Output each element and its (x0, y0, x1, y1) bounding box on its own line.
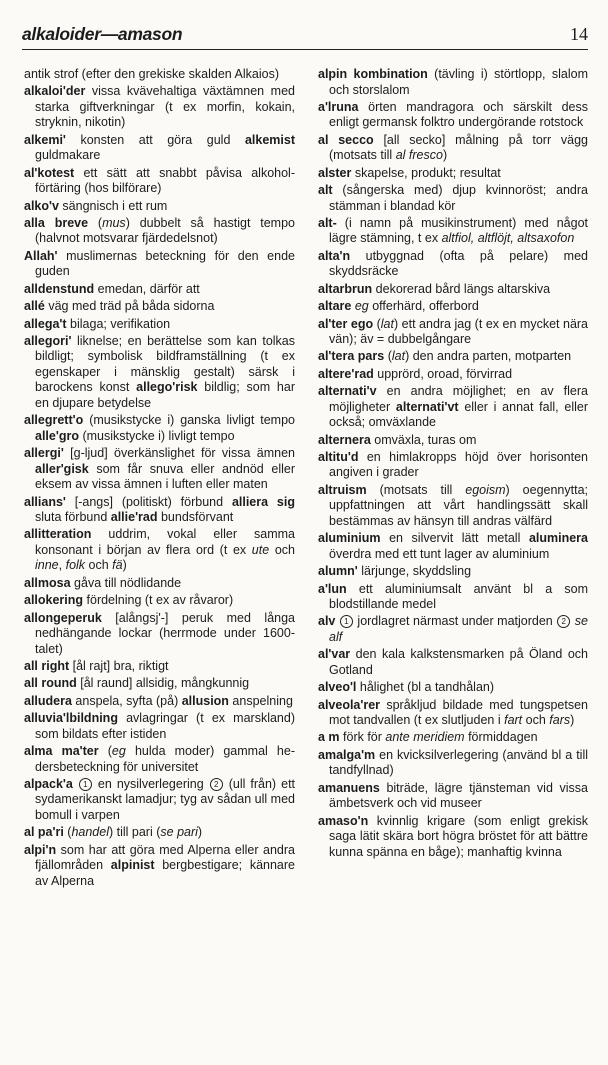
dictionary-entry (24, 446, 295, 493)
headword: alle'gro (35, 428, 79, 443)
left-column (24, 67, 295, 891)
definition-text: hulda moder) gammal hedersbeteckning för universitet (35, 744, 296, 774)
headword: alkaloi'der (24, 84, 86, 99)
definition-text: ( (98, 744, 112, 759)
definition-text: ) dubbelt så hastigt tempo (halvnot motsvarar fjärdedelsnot) (35, 215, 295, 246)
definition-text: ( (88, 215, 103, 230)
headword: all right (24, 659, 70, 674)
definition-text: en nysilverlegering (92, 776, 209, 791)
definition-text: som har att göra med Alperna eller andra fjällområden (35, 842, 295, 873)
dictionary-entry (318, 133, 588, 164)
italic-text: fä (112, 558, 123, 573)
definition-text: förk för (339, 730, 386, 745)
headword: alla breve (24, 215, 89, 230)
definition-text: antik strof (efter den grekiske skalden Alkaios) (24, 67, 279, 81)
headword: all round (24, 676, 77, 691)
definition-text: en kvicksilverlegering (använd bl a till tandfyllnad) (329, 747, 588, 778)
italic-text: al fresco (395, 148, 443, 163)
sense-number-badge: 1 (340, 615, 353, 628)
definition-text: eller i annat fall, eller också; omväxlande (329, 399, 588, 430)
dictionary-entry (318, 282, 588, 298)
definition-text: och (85, 558, 113, 573)
headword: al'ter ego (318, 316, 374, 331)
definition-text: anspela, syfta (på) (71, 693, 182, 708)
definition-text: ) ett andra jag (t ex en mycket nära vän); äv = dubbelgångare (329, 316, 589, 347)
definition-text: , (58, 558, 66, 573)
headword: allergi' (24, 446, 64, 461)
definition-text: offerhärd, offerbord (368, 299, 479, 314)
definition-text: (i namn på musikinstrument) med något lägre stämning, t ex (329, 215, 588, 246)
definition-text (335, 614, 339, 628)
definition-text: guldmakare (35, 148, 101, 163)
dictionary-entry (318, 730, 588, 746)
definition-text: utbyggnad (ofta på pelare) med skyddsräcke (329, 248, 588, 279)
definition-text: förmiddagen (464, 730, 538, 745)
right-column (318, 67, 588, 862)
definition-text: [ål raund] allsidig, mångkunnig (76, 676, 250, 691)
headword: allé (24, 299, 45, 314)
headword: allians' (24, 494, 66, 509)
headword: alumn' (318, 564, 358, 579)
italic-text: ute (251, 542, 270, 557)
headword: alpinist (110, 858, 155, 873)
page-number: 14 (570, 24, 588, 44)
dictionary-entry (318, 384, 588, 431)
headword: alkemist (244, 132, 295, 147)
definition-text: upprörd, oroad, förvirrad (373, 366, 513, 381)
headword: allega't (24, 316, 67, 331)
headword: allongeperuk (24, 610, 102, 625)
definition-text: [g-ljud] överkänslighet för vissa ämnen (63, 446, 295, 461)
definition-text: väg med träd på båda sidorna (44, 299, 215, 314)
headword: alliera sig (231, 494, 295, 509)
headword: amaso'n (318, 813, 369, 828)
definition-text: omväxla, turas om (370, 432, 477, 447)
headword: allmosa (24, 575, 71, 590)
definition-text: emedan, därför att (94, 281, 200, 296)
definition-text: (motsats till (366, 482, 466, 497)
dictionary-entry (318, 299, 588, 315)
headword: altitu'd (318, 449, 359, 464)
dictionary-entry (318, 564, 588, 580)
dictionary-entry (24, 576, 295, 592)
definition-text: lärjunge, skyddsling (357, 564, 472, 579)
headword: alster (318, 165, 352, 180)
definition-text: ) till pari ( (108, 825, 161, 840)
definition-text: skapelse, produkt; resultat (351, 165, 501, 180)
dictionary-entry (24, 334, 295, 412)
headword: alveola'rer (318, 697, 381, 712)
headword: altere'rad (318, 366, 374, 381)
headword: allitteration (24, 527, 92, 542)
definition-text: (musikstycke i) ganska livligt tempo (83, 413, 295, 428)
definition-text: muslimernas beteckning för den ende guden (35, 248, 295, 279)
dictionary-entry (318, 100, 588, 131)
sense-number-badge: 2 (210, 778, 223, 791)
headword: alveo'l (318, 680, 357, 695)
italic-text: egoism (465, 482, 506, 497)
headword: Allah' (24, 248, 58, 263)
headword: alko'v (24, 198, 59, 213)
dictionary-entry (24, 282, 295, 298)
definition-text: ) (442, 148, 448, 163)
headword: alternati'vt (395, 399, 459, 414)
italic-text: se pari (160, 825, 198, 840)
headword: a'lun (318, 581, 347, 596)
definition-text: (tävling i) störtlopp, slalom och storslalom (329, 67, 588, 97)
definition-text: en andra möjlighet; en av flera möjligheter (329, 384, 588, 414)
headword: aller'gisk (35, 461, 89, 476)
headword: al secco (318, 132, 374, 147)
definition-text: bilaga; verifikation (66, 316, 171, 331)
headword: alludera (24, 693, 72, 708)
headword: al'kotest (24, 165, 75, 180)
italic-text: lat (380, 316, 394, 331)
headword: allokering (24, 593, 84, 608)
definition-text: en himlakropps höjd över horisonten angiven i grader (329, 449, 588, 480)
definition-text: ) (122, 558, 127, 573)
definition-text (73, 777, 78, 791)
headword: alpi'n (24, 842, 57, 857)
dictionary-entry (24, 611, 295, 658)
dictionary-entry (318, 249, 588, 280)
headword: alpin kombination (318, 67, 428, 81)
definition-text: ) den andra parten, motparten (405, 349, 572, 364)
headword: a m (318, 730, 340, 745)
dictionary-entry (318, 814, 588, 861)
dictionary-entry (24, 249, 295, 280)
definition-text: språkljud bildade med tungspetsen mot tandvallen (t ex slutljuden i (329, 697, 588, 728)
definition-text: ) (197, 825, 203, 840)
dictionary-entry (24, 711, 295, 742)
dictionary-entry (24, 216, 295, 247)
definition-text: biträde, lägre tjänsteman vid vissa ämbetsverk och vid museer (329, 780, 588, 811)
definition-text: konsten att göra guld (65, 132, 245, 147)
dictionary-entry (318, 433, 588, 449)
italic-text: fars (549, 713, 571, 728)
definition-text: [all secko] målning på torr vägg (motsats till (329, 132, 588, 163)
definition-text: kvinnlig krigare (som enligt grekisk saga lätit skära bort högra bröstet för att bättre kunna spänna en båge); manhaftig kvinna (329, 813, 588, 859)
headword: amalga'm (318, 747, 376, 762)
dictionary-entry (318, 680, 588, 696)
definition-text: och (522, 713, 550, 728)
definition-text: bildlig; som har en djupare betydelse (35, 380, 295, 410)
dictionary-entry (24, 676, 295, 692)
headword: aluminium (318, 531, 381, 546)
dictionary-entry (318, 531, 588, 562)
definition-text: och (269, 542, 295, 557)
headword: alternera (318, 432, 371, 447)
dictionary-entry (318, 698, 588, 729)
definition-text: som får snuva eller andnöd eller eksem av vissa ämnen i luften eller maten (35, 461, 295, 492)
dictionary-entry (318, 216, 588, 247)
dictionary-entry (24, 495, 295, 526)
headword: altarbrun (318, 281, 373, 296)
dictionary-entry (24, 413, 295, 444)
definition-text: (ull från) ett sydamerikanskt lamadjur; tyg av sådan ull med bomull i varpen (35, 776, 296, 822)
dictionary-entry (318, 367, 588, 383)
dictionary-entry (24, 659, 295, 675)
sense-number-badge: 1 (79, 778, 92, 791)
dictionary-entry (24, 317, 295, 333)
definition-text: den kala kalkstensmarken på Öland och Gotland (329, 647, 588, 677)
dictionary-entry (24, 744, 295, 775)
definition-text: vissa kvävehaltiga växtämnen med starka giftverkningar (t ex morfin, kokain, stryknin, nikotin) (35, 84, 295, 130)
headword: alternati'v (318, 384, 377, 399)
headword: alta'n (318, 248, 351, 263)
italic-text: altfiol, altflöjt, altsaxofon (441, 231, 575, 246)
definition-text: avlagringar (t ex marskland) som bildats efter istiden (35, 711, 295, 741)
italic-text: lat (391, 349, 406, 364)
definition-text: bergbestigare; kännare av Alperna (35, 858, 295, 888)
headword: alv (318, 614, 336, 629)
page-header (22, 10, 588, 54)
definition-text: anspelning (228, 693, 293, 708)
dictionary-entry (24, 694, 295, 710)
dictionary-entry (318, 781, 588, 812)
headword: amanuens (318, 780, 380, 795)
dictionary-entry (24, 527, 295, 574)
headword: allegori' (24, 333, 72, 348)
headword: alkemi' (24, 132, 66, 147)
dictionary-entry (318, 183, 588, 214)
headword: allusion (181, 693, 229, 708)
definition-text: (sångerska med) djup kvinnoröst; andra stämman i blandad kör (329, 183, 588, 213)
definition-text: [ål rajt] bra, riktigt (69, 659, 169, 674)
italic-text: folk (65, 558, 86, 573)
definition-text: jordlagret närmast under matjorden (353, 614, 557, 629)
definition-text: dekorerad bård längs altarskiva (372, 281, 551, 296)
definition-text: ( (373, 316, 381, 331)
dictionary-entry (318, 450, 588, 481)
italic-text: ante meridiem (385, 730, 465, 745)
dictionary-entry (24, 84, 295, 131)
dictionary-entry (24, 166, 295, 197)
header-rule (22, 49, 588, 50)
italic-text: eg (111, 744, 126, 759)
definition-text: sängnisch i ett rum (58, 198, 168, 213)
dictionary-entry (24, 593, 295, 609)
definition-text: sluta förbund (35, 510, 111, 525)
headword: altare (318, 299, 352, 314)
dictionary-entry (24, 777, 295, 824)
headword: a'lruna (318, 99, 359, 114)
dictionary-entry (318, 317, 588, 348)
definition-text: uddrim, vokal eller samma konsonant i början av flera ord (t ex (35, 527, 295, 557)
dictionary-entry (24, 843, 295, 890)
definition-text: en silvervit lätt metall (380, 531, 529, 546)
dictionary-entry (24, 199, 295, 215)
headword: allego'risk (136, 380, 198, 395)
headword: al'tera pars (318, 349, 385, 364)
definition-text: ( (63, 825, 72, 840)
headword: alt- (318, 215, 337, 230)
definition-text: fördelning (t ex av råvaror) (83, 593, 234, 608)
headword: alpack'a (24, 776, 73, 791)
headword: al pa'ri (24, 825, 64, 840)
definition-text: ett aluminiumsalt använt bl a som blodstillande medel (329, 581, 588, 612)
definition-text: ett sätt att snabbt påvisa alkoholförtäring (hos bilförare) (35, 165, 295, 196)
definition-text: örten mandragora och särskilt dess enligt germansk folktro undergörande rotstock (329, 99, 588, 130)
italic-text: mus (102, 215, 126, 230)
headword: allegrett'o (24, 413, 84, 428)
definition-text: liknelse; en berättelse som kan tolkas bildligt; symbolisk bildframställning (t ex egenskaper i mänsklig gestalt) särsk i barockens konst (35, 333, 295, 395)
dictionary-entry (318, 614, 588, 645)
sense-number-badge: 2 (557, 615, 570, 628)
italic-text: inne (35, 558, 59, 573)
dictionary-entry (24, 133, 295, 164)
dictionary-entry (318, 582, 588, 613)
dictionary-entry (318, 166, 588, 182)
dictionary-entry (24, 825, 295, 841)
headword: allie'rad (110, 510, 158, 525)
definition-text: bundsförvant (157, 510, 234, 525)
running-head: alkaloider—amason (22, 24, 183, 44)
headword: altruism (318, 482, 367, 497)
headword: alldenstund (24, 281, 95, 296)
definition-text: ) (570, 713, 575, 728)
dictionary-entry (318, 647, 588, 678)
definition-text: hålighet (bl a tandhålan) (356, 680, 495, 695)
italic-text: fart (504, 713, 523, 728)
italic-text: se alf (329, 614, 588, 644)
dictionary-entry (318, 67, 588, 98)
definition-text: gåva till nödlidande (70, 575, 182, 590)
definition-text: [alångsj'-] peruk med långa nedhängande lockar (herrmode under 1600-talet) (35, 610, 295, 656)
definition-text: ) oegennytta; uppfattningen att vårt handlingssätt skall bestämmas av hänsyn till andras välfärd (329, 482, 588, 528)
definition-text: överdra med ett tunt lager av aluminium (329, 546, 550, 561)
italic-text: eg (354, 299, 369, 314)
headword: al'var (318, 647, 351, 662)
dictionary-entry (24, 67, 295, 83)
headword: aluminera (528, 531, 588, 546)
headword: alluvia'lbildning (24, 711, 118, 726)
dictionary-entry (318, 483, 588, 530)
italic-text: handel (71, 825, 109, 840)
dictionary-entry (24, 299, 295, 315)
dictionary-entry (318, 748, 588, 779)
definition-text: [-angs] (politiskt) förbund (65, 494, 232, 509)
definition-text: ( (384, 349, 392, 364)
definition-text: (musikstycke i) livligt tempo (78, 428, 235, 443)
headword: alma ma'ter (24, 744, 99, 759)
dictionary-entry (318, 349, 588, 365)
headword: alt (318, 183, 333, 198)
